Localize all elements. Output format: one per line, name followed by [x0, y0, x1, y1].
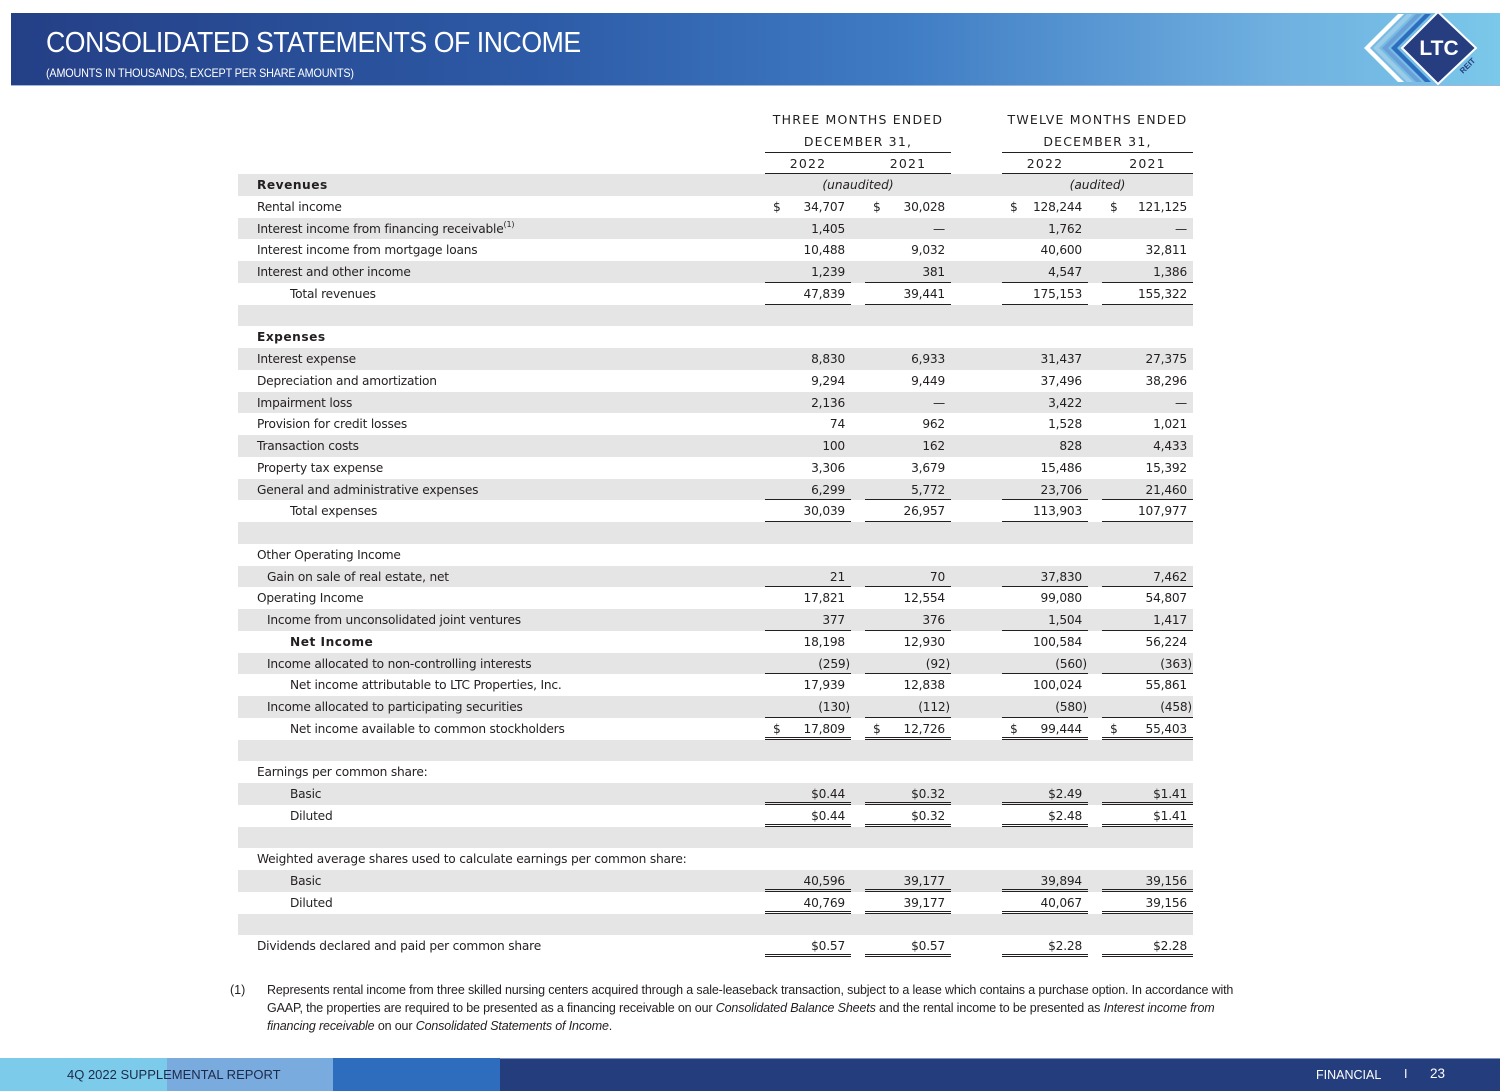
value: 30,028 [903, 199, 945, 214]
value: $2.49 [1048, 787, 1082, 801]
currency-symbol: $ [1110, 199, 1118, 214]
value: $2.28 [1048, 939, 1082, 954]
row-label: Interest income from financing receivable$^{(1)}$ [257, 219, 515, 236]
value: $0.44 [811, 808, 845, 823]
value: 9,449 [911, 373, 945, 388]
value: $2.28 [1153, 939, 1187, 954]
row-label: Income from unconsolidated joint ventures [267, 613, 521, 627]
value: 6,299 [811, 482, 845, 497]
value: (560) [1055, 656, 1087, 671]
value: (580) [1055, 700, 1087, 714]
row-label: Net income attributable to LTC Properties, Inc. [290, 678, 562, 693]
table-row [238, 783, 1193, 805]
row-label: Basic [290, 787, 322, 801]
value: (112) [918, 700, 950, 714]
value: — [933, 221, 945, 236]
table-row [238, 435, 1193, 457]
value: 30,039 [803, 504, 845, 519]
value: 21 [829, 569, 845, 584]
row-label: Interest and other income [257, 265, 411, 279]
table-row [238, 892, 1193, 914]
row-label: Earnings per common share: [257, 765, 428, 780]
value: 100,584 [1033, 634, 1082, 649]
value: 31,437 [1040, 352, 1082, 366]
table-row-spacer [238, 522, 1193, 544]
currency-symbol: $ [1010, 721, 1018, 736]
value: 7,462 [1153, 569, 1187, 584]
table-row [238, 761, 1193, 783]
table-row-spacer [238, 740, 1193, 762]
table-row [238, 805, 1193, 827]
currency-symbol: $ [873, 199, 881, 214]
table-row [238, 718, 1193, 740]
value: $0.32 [911, 808, 945, 823]
report-label: 4Q 2022 SUPPLEMENTAL REPORT [67, 1067, 281, 1082]
value: 40,067 [1040, 895, 1082, 910]
table-row [238, 587, 1193, 609]
row-label: Income allocated to non-controlling interests [267, 656, 532, 671]
value: $0.44 [811, 787, 845, 801]
value: 15,392 [1145, 460, 1187, 475]
value: 70 [929, 569, 945, 584]
value: 12,554 [903, 591, 945, 606]
value: 376 [922, 613, 945, 627]
value: 1,504 [1048, 613, 1082, 627]
table-row [238, 479, 1193, 501]
section-label: FINANCIAL [1316, 1068, 1382, 1082]
value: 12,838 [903, 678, 945, 693]
value: 155,322 [1138, 286, 1187, 301]
table-row [238, 326, 1193, 348]
row-label: Net income available to common stockholders [290, 721, 565, 736]
year-header: 2022 [789, 156, 827, 171]
page-header-banner [11, 13, 1500, 86]
value: 34,707 [803, 199, 845, 214]
value: 3,422 [1048, 395, 1082, 410]
value: 3,679 [911, 460, 945, 475]
column-group-twelve-months-date: DECEMBER 31, [1043, 134, 1152, 149]
value: 1,528 [1048, 417, 1082, 432]
page-subtitle: (AMOUNTS IN THOUSANDS, EXCEPT PER SHARE AMOUNTS) [46, 66, 354, 80]
currency-symbol: $ [773, 721, 781, 736]
table-row [238, 566, 1193, 588]
table-row [238, 870, 1193, 892]
row-label: Expenses [257, 330, 326, 345]
row-label: Diluted [290, 895, 333, 910]
value: 1,386 [1153, 265, 1187, 279]
page-footer [0, 1058, 1500, 1091]
value: 23,706 [1040, 482, 1082, 497]
footnote-text: Represents rental income from three skilled nursing centers acquired through a sale-leaseback transaction, subject to a lease which contains a purchase option. In accordance with GAAP, the properties are required to be presented as a financing receivable on our Consolidated Balance Sheets and the rental income to be presented as Interest income from financing receivable on our Consolidated Statements of Income. [267, 983, 1234, 1033]
row-label: Total expenses [290, 504, 378, 519]
value: 39,177 [903, 874, 945, 888]
value: 5,772 [911, 482, 945, 497]
row-label: Interest income from mortgage loans [257, 243, 478, 258]
row-label: Transaction costs [257, 439, 359, 453]
currency-symbol: $ [873, 721, 881, 736]
value: 1,405 [811, 221, 845, 236]
row-label: Basic [290, 874, 322, 888]
value: — [1175, 221, 1187, 236]
value: 377 [822, 613, 845, 627]
row-label: Weighted average shares used to calculate earnings per common share: [257, 852, 687, 867]
chevron-logo-icon [1360, 8, 1500, 88]
value: $2.48 [1048, 808, 1082, 823]
value: 74 [829, 417, 845, 432]
value: (363) [1160, 656, 1192, 671]
value: 17,939 [803, 678, 845, 693]
year-header: 2021 [1129, 156, 1166, 171]
value: 381 [922, 265, 945, 279]
table-row-spacer [238, 914, 1193, 936]
column-group-three-months-date: DECEMBER 31, [803, 134, 913, 149]
table-row [238, 696, 1193, 718]
table-row [238, 457, 1193, 479]
value: 9,294 [811, 373, 845, 388]
footer-color-band [333, 1058, 500, 1091]
value: 55,861 [1145, 678, 1187, 693]
table-row [238, 848, 1193, 870]
value: 38,296 [1145, 373, 1187, 388]
value: $1.41 [1153, 787, 1187, 801]
value: 100,024 [1033, 678, 1082, 693]
table-row [238, 544, 1193, 566]
value: 107,977 [1138, 504, 1187, 519]
footnote-number: (1) [230, 983, 246, 997]
value: 8,830 [811, 352, 845, 366]
table-row [238, 392, 1193, 414]
svg-text:REIT: REIT [1458, 56, 1478, 76]
value: 55,403 [1145, 721, 1187, 736]
row-label: Diluted [290, 808, 333, 823]
value: 37,496 [1040, 373, 1082, 388]
value: 1,021 [1153, 417, 1187, 432]
column-group-twelve-months: TWELVE MONTHS ENDED [1007, 112, 1188, 127]
table-row-spacer [238, 305, 1193, 327]
value: 17,821 [803, 591, 845, 606]
value: 39,177 [903, 895, 945, 910]
row-label: Rental income [257, 199, 342, 214]
value: 6,933 [911, 352, 945, 366]
value: 100 [822, 439, 845, 453]
value: 162 [922, 439, 945, 453]
value: 37,830 [1040, 569, 1082, 584]
table-row [238, 261, 1193, 283]
row-label: Gain on sale of real estate, net [267, 569, 449, 584]
row-label: Interest expense [257, 352, 356, 366]
audit-status-note: (audited) [1069, 178, 1126, 192]
table-row [238, 631, 1193, 653]
header-rule [765, 152, 951, 153]
value: 12,726 [903, 721, 945, 736]
currency-symbol: $ [1010, 199, 1018, 214]
value: 15,486 [1040, 460, 1082, 475]
table-row [238, 196, 1193, 218]
value: $0.57 [811, 939, 845, 954]
currency-symbol: $ [1110, 721, 1118, 736]
row-label: Net Income [290, 634, 374, 649]
value: 47,839 [803, 286, 845, 301]
table-row [238, 935, 1193, 957]
year-header: 2021 [889, 156, 927, 171]
income-statement-table [238, 174, 1193, 957]
value: 39,156 [1145, 874, 1187, 888]
table-row [238, 500, 1193, 522]
table-row [238, 609, 1193, 631]
page-number: 23 [1430, 1066, 1446, 1081]
currency-symbol: $ [773, 199, 781, 214]
value: 54,807 [1145, 591, 1187, 606]
value: 39,441 [903, 286, 945, 301]
audit-status-note: (unaudited) [822, 178, 894, 192]
value: 1,417 [1153, 613, 1187, 627]
value: 56,224 [1145, 634, 1187, 649]
value: 39,156 [1145, 895, 1187, 910]
table-row [238, 174, 1193, 196]
value: $0.57 [911, 939, 945, 954]
row-label: Other Operating Income [257, 547, 401, 562]
value: (259) [818, 656, 850, 671]
table-row [238, 653, 1193, 675]
value: 12,930 [903, 634, 945, 649]
page-title: CONSOLIDATED STATEMENTS OF INCOME [46, 27, 581, 59]
table-row [238, 218, 1193, 240]
row-label: Revenues [257, 178, 328, 192]
value: 18,198 [803, 634, 845, 649]
row-label: General and administrative expenses [257, 482, 479, 497]
header-rule [1002, 152, 1193, 153]
table-row [238, 348, 1193, 370]
table-row [238, 674, 1193, 696]
footer-separator: I [1404, 1067, 1408, 1081]
value: 121,125 [1138, 199, 1187, 214]
value: 175,153 [1033, 286, 1082, 301]
value: 40,596 [803, 874, 845, 888]
table-row-spacer [238, 827, 1193, 849]
column-group-three-months: THREE MONTHS ENDED [772, 112, 944, 127]
value: 39,894 [1040, 874, 1082, 888]
value: $1.41 [1153, 808, 1187, 823]
table-row [238, 283, 1193, 305]
value: 27,375 [1145, 352, 1187, 366]
row-label: Total revenues [290, 286, 376, 301]
value: (458) [1160, 700, 1192, 714]
value: 3,306 [811, 460, 845, 475]
value: (92) [925, 656, 950, 671]
value: 40,769 [803, 895, 845, 910]
value: 113,903 [1033, 504, 1082, 519]
value: 32,811 [1145, 243, 1187, 258]
value: 40,600 [1040, 243, 1082, 258]
value: $0.32 [911, 787, 945, 801]
table-row [238, 413, 1193, 435]
value: 4,547 [1048, 265, 1082, 279]
value: 828 [1059, 439, 1082, 453]
row-label: Impairment loss [257, 395, 353, 410]
row-label: Depreciation and amortization [257, 373, 437, 388]
table-row [238, 370, 1193, 392]
row-label: Dividends declared and paid per common share [257, 939, 541, 954]
value: — [933, 395, 945, 410]
value: 26,957 [903, 504, 945, 519]
footnote-ref: (1) [503, 219, 515, 229]
value: 21,460 [1145, 482, 1187, 497]
value: 99,080 [1040, 591, 1082, 606]
value: 1,239 [811, 265, 845, 279]
value: (130) [818, 700, 850, 714]
value: — [1175, 395, 1187, 410]
ltc-reit-logo [1360, 8, 1500, 88]
value: 4,433 [1153, 439, 1187, 453]
value: 2,136 [811, 395, 845, 410]
value: 17,809 [803, 721, 845, 736]
svg-text:LTC: LTC [1419, 37, 1459, 60]
row-label: Income allocated to participating securities [267, 700, 523, 714]
row-label: Operating Income [257, 591, 364, 606]
value: 128,244 [1033, 199, 1082, 214]
year-header: 2022 [1026, 156, 1064, 171]
value: 9,032 [911, 243, 945, 258]
table-row [238, 239, 1193, 261]
value: 10,488 [803, 243, 845, 258]
value: 962 [922, 417, 945, 432]
value: 99,444 [1040, 721, 1082, 736]
row-label: Property tax expense [257, 460, 384, 475]
value: 1,762 [1048, 221, 1082, 236]
row-label: Provision for credit losses [257, 417, 408, 432]
